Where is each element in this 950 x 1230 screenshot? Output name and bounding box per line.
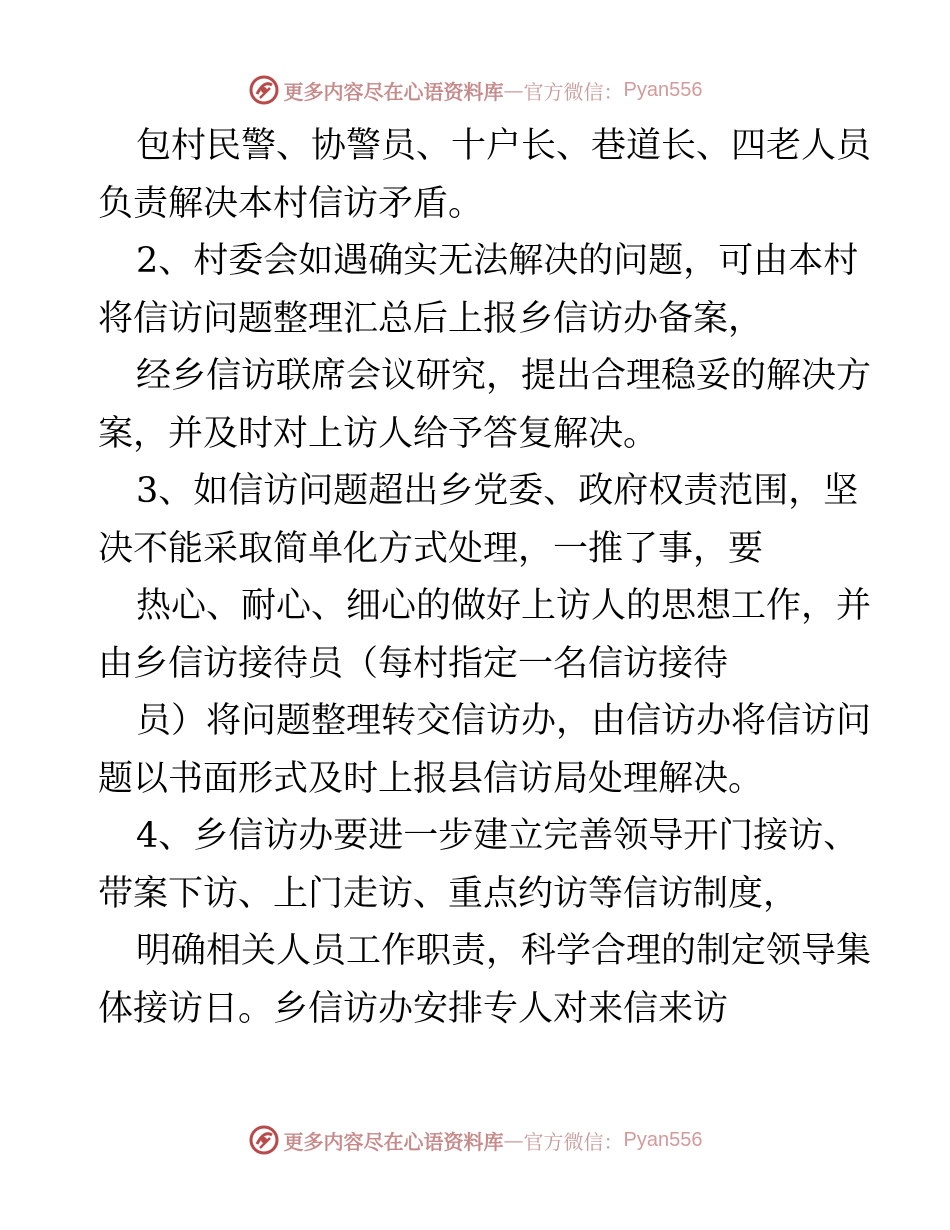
watermark-footer: [0, 1120, 950, 1160]
text-line: 3、如信访问题超出乡党委、政府权责范围，坚: [136, 471, 859, 511]
text-line: 体接访日。乡信访办安排专人对来信来访: [98, 988, 729, 1029]
text-line: 4、乡信访办要进一步建立完善领导开门接访、: [136, 816, 859, 856]
logo-seal-icon: [248, 1124, 280, 1156]
text-line: 负责解决本村信访矛盾。: [98, 183, 484, 224]
watermark-id: Pyan556: [623, 1128, 703, 1151]
watermark-header: [0, 70, 950, 110]
watermark-dash: —: [503, 1128, 524, 1152]
text-line: 带案下访、上门走访、重点约访等信访制度，: [98, 873, 799, 914]
text-line: 明确相关人员工作职责，科学合理的制定领导集: [136, 931, 872, 971]
text-line: 2、村委会如遇确实无法解决的问题，可由本村: [136, 241, 859, 281]
text-line: 经乡信访联席会议研究，提出合理稳妥的解决方: [136, 356, 872, 396]
text-line: 包村民警、协警员、十户长、巷道长、四老人员: [136, 126, 872, 166]
watermark-label: 官方微信：: [523, 79, 624, 104]
text-line: 决不能采取简单化方式处理，一推了事，要: [98, 528, 764, 569]
body-text: [98, 118, 872, 1038]
watermark-label: 官方微信：: [523, 1129, 624, 1154]
text-line: 案，并及时对上访人给予答复解决。: [98, 413, 659, 454]
text-line: 将信访问题整理汇总后上报乡信访办备案，: [98, 298, 764, 339]
watermark-main-text: 更多内容尽在心语资料库: [283, 79, 504, 104]
watermark-main-text: 更多内容尽在心语资料库: [283, 1129, 504, 1154]
watermark-dash: —: [503, 78, 524, 102]
text-line: 员）将问题整理转交信访办，由信访办将信访问: [136, 701, 872, 741]
logo-seal-icon: [248, 74, 280, 106]
text-line: 题以书面形式及时上报县信访局处理解决。: [98, 758, 764, 799]
watermark-id: Pyan556: [623, 78, 703, 101]
text-line: 由乡信访接待员（每村指定一名信访接待: [98, 643, 729, 684]
text-line: 热心、耐心、细心的做好上访人的思想工作，并: [136, 586, 872, 626]
